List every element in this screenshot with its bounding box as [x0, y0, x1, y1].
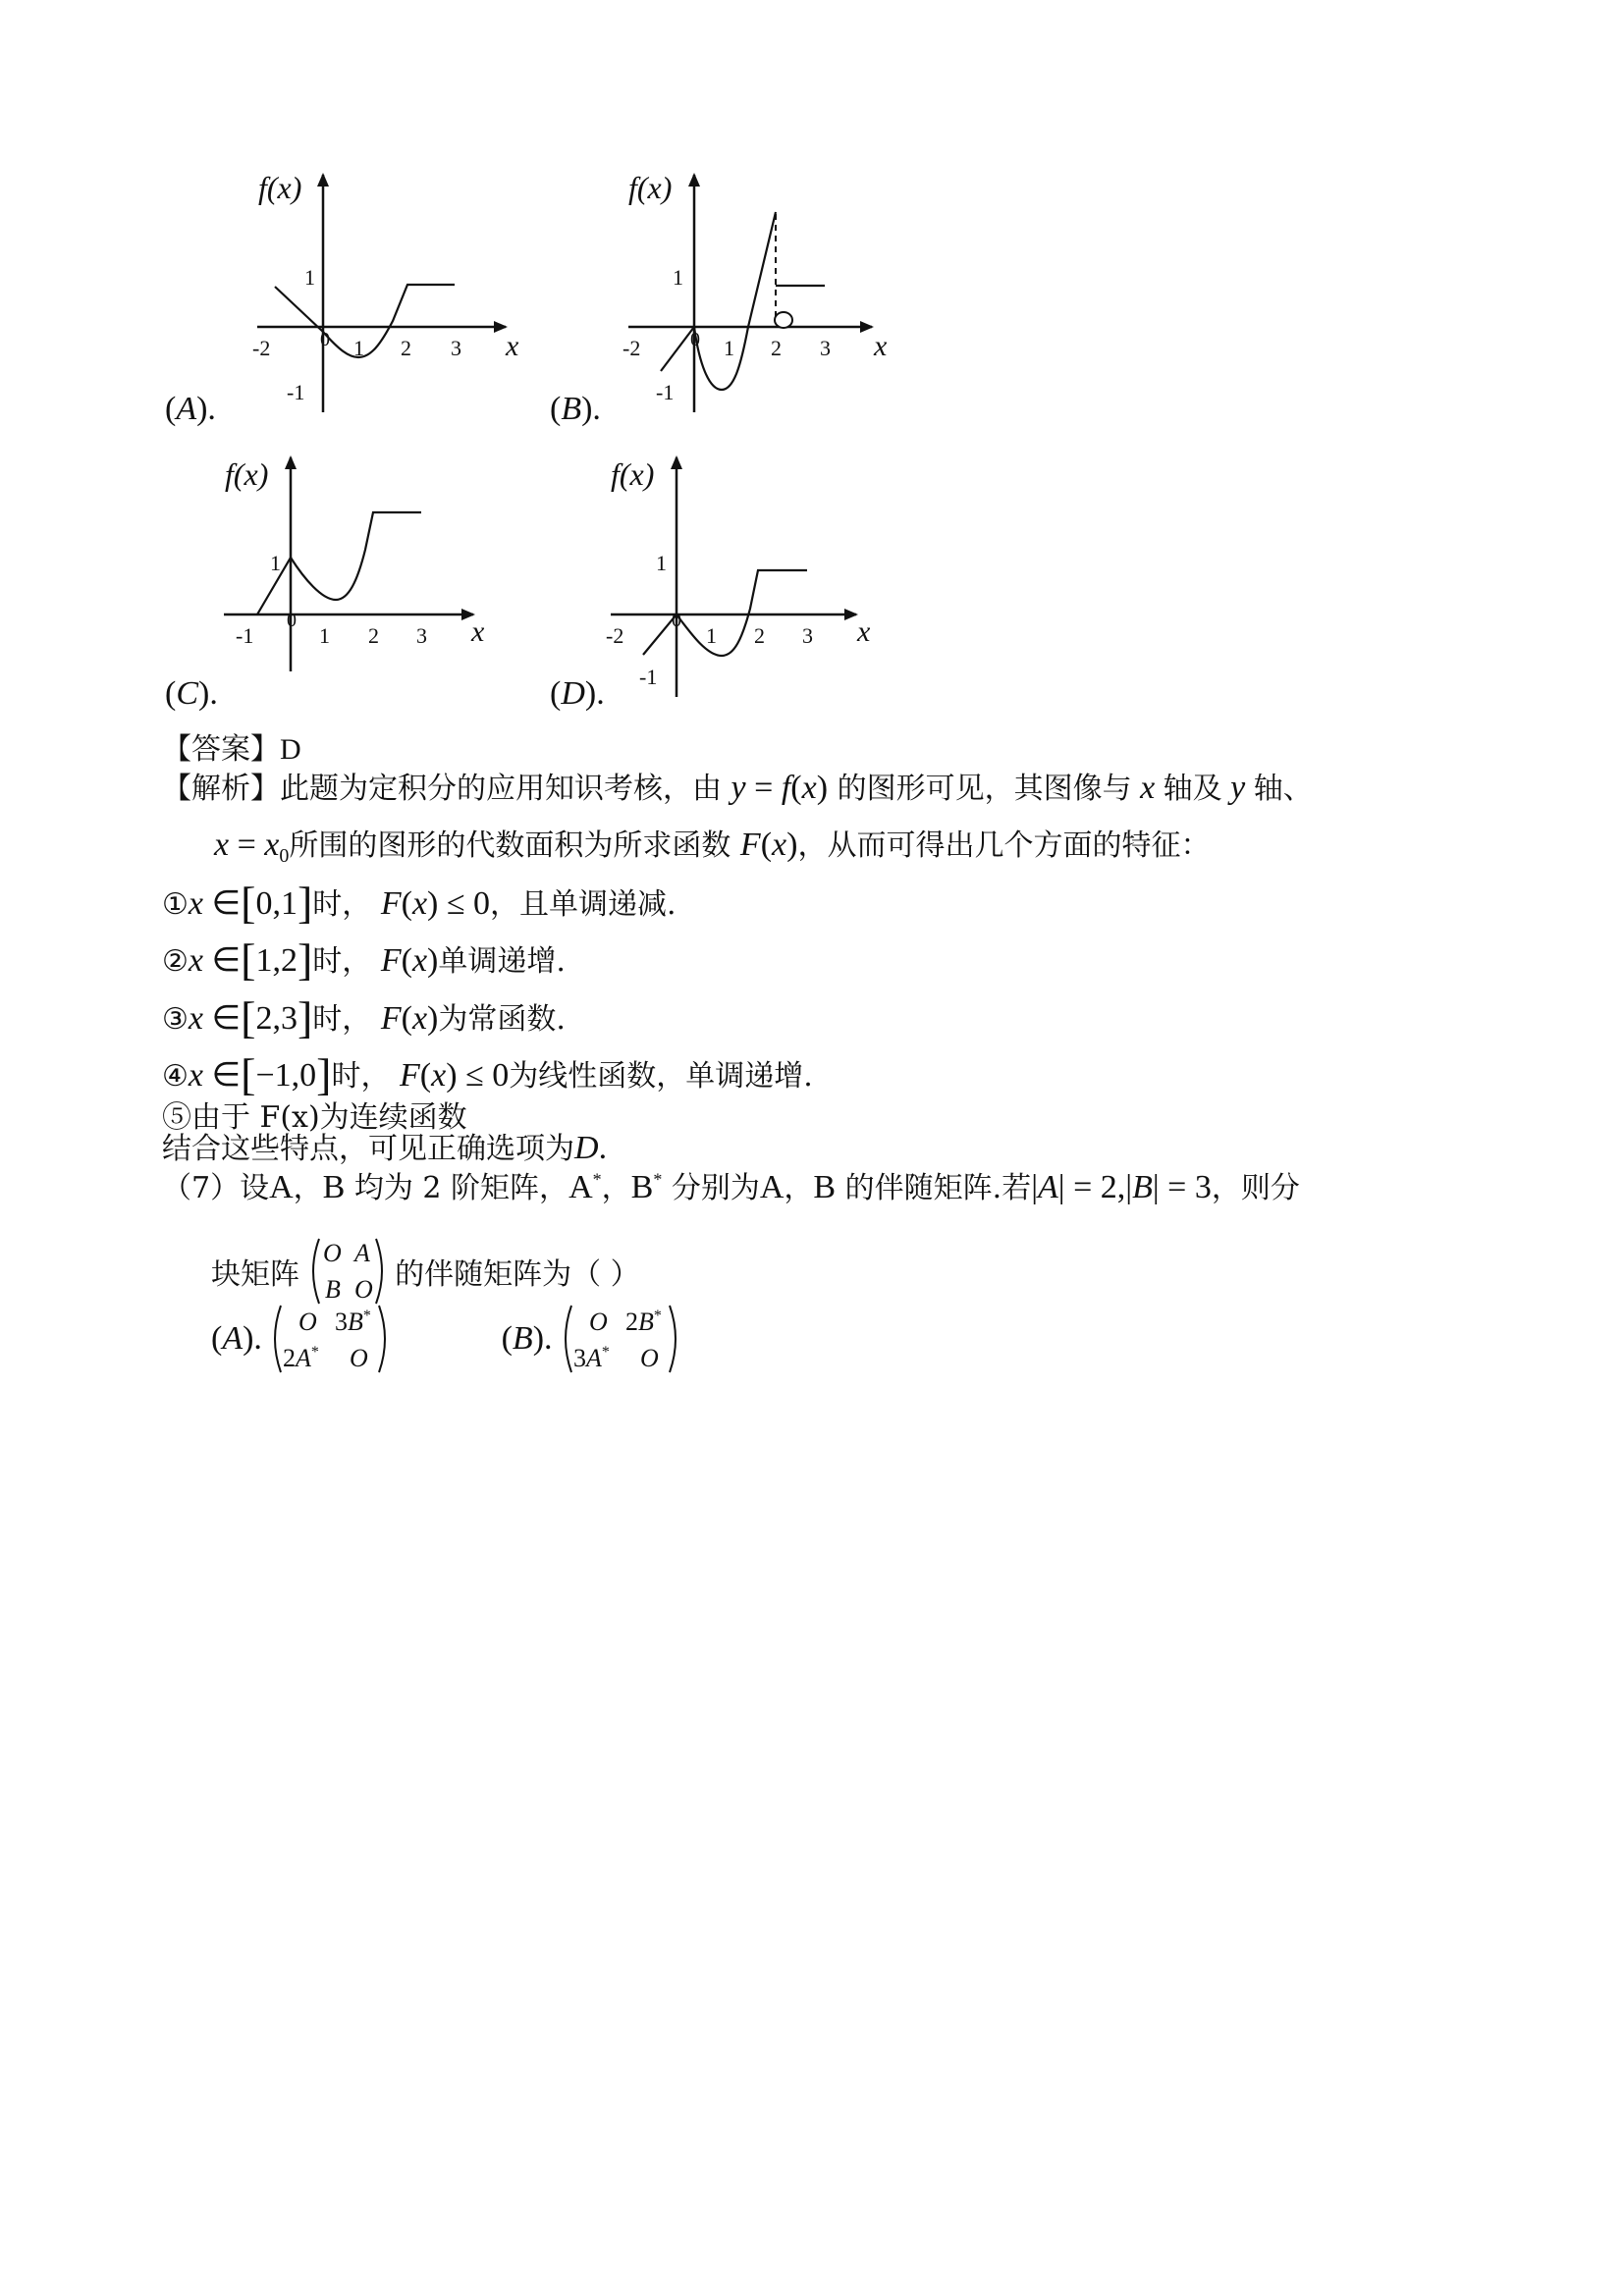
tick-1-y: 1: [304, 265, 315, 290]
y-label: f(x): [225, 456, 269, 492]
origin-label: 0: [690, 329, 700, 350]
tick-neg1-y: -1: [639, 665, 658, 689]
svg-text:B: B: [324, 1275, 341, 1304]
answer-line: [162, 724, 301, 768]
option-a-label[interactable]: (A).: [165, 391, 216, 427]
tick-x-3: 3: [820, 336, 831, 360]
tick-x-1: 1: [319, 623, 330, 648]
tick-x-0: -1: [236, 623, 254, 648]
conclusion: 结合这些特点，可见正确选项为D.: [162, 1130, 608, 1166]
graph-d: [599, 452, 923, 746]
tick-x-2: 2: [754, 623, 765, 648]
option-d-label[interactable]: (D).: [550, 675, 605, 712]
analysis-line-2: $x = x_0$所围的图形的代数面积为所求函数 F(x)，从而可得出几个方面的特征：: [214, 827, 1211, 867]
feature-4: ④x ∈[−1,0]时， F(x) ≤ 0为线性函数，单调递增.: [162, 1049, 813, 1099]
svg-text:O: O: [589, 1308, 608, 1336]
tick-x-1: 1: [706, 623, 717, 648]
feature-1: ①x ∈[0,1]时， F(x) ≤ 0，且单调递减.: [162, 878, 677, 928]
graph-a: [250, 167, 574, 461]
y-label: f(x): [611, 456, 655, 492]
curve-d: [643, 570, 807, 656]
x-label: x: [506, 330, 519, 362]
tick-x-3: 3: [451, 336, 461, 360]
curve-b-left: [661, 327, 694, 371]
svg-text:O: O: [298, 1308, 318, 1336]
q7-option-b[interactable]: (B).: [501, 1320, 553, 1357]
origin-label: 0: [287, 610, 297, 631]
open-circle: [775, 312, 792, 328]
curve-a: [275, 285, 455, 357]
tick-x-0: -2: [623, 336, 641, 360]
option-b-label[interactable]: (B).: [550, 391, 601, 427]
svg-text:3A*: 3A*: [573, 1344, 610, 1372]
answer-label: 【答案】: [162, 732, 280, 767]
x-label: x: [471, 615, 485, 648]
svg-text:A: A: [353, 1239, 370, 1267]
analysis-label: 【解析】: [162, 772, 280, 806]
question-7-options: [211, 1304, 679, 1374]
tick-neg1-y: -1: [656, 380, 675, 404]
y-label: f(x): [258, 170, 302, 205]
feature-3: ③x ∈[2,3]时， F(x)为常函数.: [162, 992, 566, 1042]
tick-x-3: 3: [802, 623, 813, 648]
x-label: x: [874, 330, 888, 362]
svg-text:O: O: [640, 1344, 659, 1372]
svg-text:2B*: 2B*: [625, 1308, 662, 1336]
origin-label: 0: [672, 610, 681, 631]
answer-value: D: [280, 733, 301, 766]
svg-text:3B*: 3B*: [335, 1308, 372, 1336]
tick-x-2: 2: [368, 623, 379, 648]
tick-1-y: 1: [270, 551, 281, 575]
feature-5: ⑤由于 F(x)为连续函数: [162, 1100, 467, 1135]
graph-b: [621, 167, 945, 461]
svg-text:O: O: [353, 1275, 373, 1304]
curve-c: [257, 512, 421, 614]
tick-x-0: -2: [606, 623, 624, 648]
tick-x-1: 1: [353, 336, 364, 360]
svg-text:O: O: [322, 1239, 342, 1267]
analysis-line-1: 【解析】此题为定积分的应用知识考核，由 y = f(x) 的图形可见，其图像与 x 轴及 y 轴、: [162, 770, 1313, 806]
origin-label: 0: [320, 329, 330, 350]
tick-x-3: 3: [416, 623, 427, 648]
svg-text:2A*: 2A*: [283, 1344, 320, 1372]
option-c-label[interactable]: (C).: [165, 675, 218, 712]
x-label: x: [857, 615, 871, 648]
block-matrix: [309, 1237, 386, 1306]
feature-2: ②x ∈[1,2]时， F(x)单调递增.: [162, 934, 566, 985]
tick-x-2: 2: [401, 336, 411, 360]
question-7-line-2: 块矩阵 O A B O 的伴随矩阵为（ ）: [211, 1239, 640, 1304]
tick-1-y: 1: [656, 551, 667, 575]
graph-c: [211, 452, 535, 746]
tick-1-y: 1: [673, 265, 683, 290]
y-label: f(x): [628, 170, 673, 205]
question-7-stem: （7）设A，B 均为 2 阶矩阵，A*，B* 分别为A，B 的伴随矩阵.若|A| = 2,|B| = 3，则分: [162, 1169, 1300, 1205]
tick-x-2: 2: [771, 336, 782, 360]
tick-x-1: 1: [724, 336, 734, 360]
tick-x-0: -2: [252, 336, 271, 360]
q7-option-a[interactable]: (A).: [211, 1320, 262, 1357]
tick-neg1-y: -1: [287, 380, 305, 404]
curve-b-main: [694, 212, 776, 390]
svg-text:O: O: [350, 1344, 369, 1372]
